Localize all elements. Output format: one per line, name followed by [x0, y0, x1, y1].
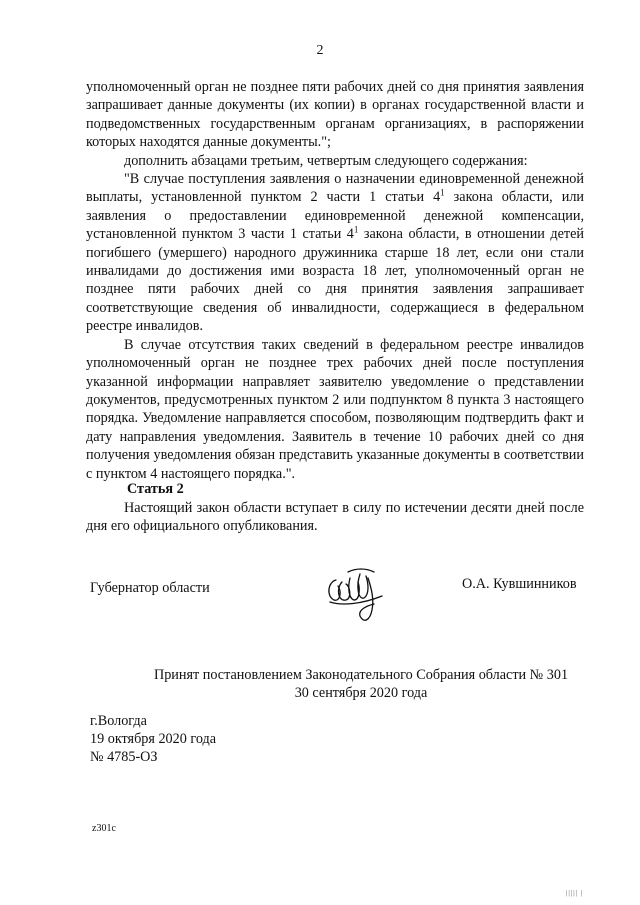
adoption-statement — [86, 666, 636, 702]
superscript-1: 1 — [440, 187, 445, 198]
article-2-heading: Статья 2 — [127, 481, 184, 497]
handwritten-signature — [322, 562, 392, 635]
place-and-date — [90, 712, 216, 766]
paragraph-4: В случае отсутствия таких сведений в федеральном реестре инвалидов уполномоченный орган не позднее трех рабочих дней после поступления указанной информации направляет заявителю уведомление о представлении документов, предусмотренных пунктом 2 или подпунктом 8 пункта 3 настоящего порядка. Уведомление направляется способом, позволяющим подтвердить факт и дату направления уведомления. Заявитель в течение 10 рабочих дней со дня получения уведомления обязан представить указанные документы в соответствии с пунктом 4 настоящего порядка.". — [86, 336, 584, 482]
adoption-line-2: 30 сентября 2020 года — [294, 685, 428, 701]
city: г.Вологда — [90, 713, 147, 729]
article-2-body: Настоящий закон области вступает в силу по истечении десяти дней после дня его официального опубликования. — [86, 500, 584, 535]
superscript-2: 1 — [353, 224, 359, 235]
paragraph-3-part-a: "В случае поступления заявления о назначении единовременной денежной выплаты, установленной пунктом 2 части 1 статьи 4 — [86, 171, 584, 206]
adoption-line-1: Принят постановлением Законодательного Собрания области № 301 — [153, 667, 569, 683]
signature-graphic — [322, 562, 392, 630]
paragraph-3 — [86, 170, 584, 336]
governor-name: О.А. Кувшинников — [462, 576, 577, 592]
paragraph-3-part-c: закона области, в отношении детей погибшего (умершего) народного дружинника старше 18 лет, если они стали инвалидами до достижения ими возраста 18 лет, уполномоченный орган не позднее пяти рабочих дней со дня принятия заявления запрашивает соответствующие сведения об инвалидности, содержащиеся в федеральном реестре инвалидов. — [86, 226, 584, 335]
barcode-mark: ||||| | — [566, 889, 584, 897]
amendment-text — [86, 78, 584, 483]
paragraph-2: дополнить абзацами третьим, четвертым следующего содержания: — [124, 152, 528, 169]
paragraph-3-part-b: закона области, или заявления о предоставлении единовременной денежной компенсации, установленной пунктом 3 части 1 статьи 4 — [86, 189, 584, 243]
document-code: z301c — [92, 823, 116, 834]
governor-title: Губернатор области — [90, 580, 210, 596]
law-number: № 4785-ОЗ — [90, 749, 158, 765]
paragraph-1: уполномоченный орган не позднее пяти рабочих дней со дня принятия заявления запрашивает данные документы (их копии) в органах государственной власти и подведомственных государственным органам организациях, в распоряжении которых находятся данные документы."; — [86, 79, 584, 151]
signing-date: 19 октября 2020 года — [90, 731, 217, 747]
page-number: 2 — [316, 43, 324, 58]
article-2-text — [86, 499, 584, 536]
